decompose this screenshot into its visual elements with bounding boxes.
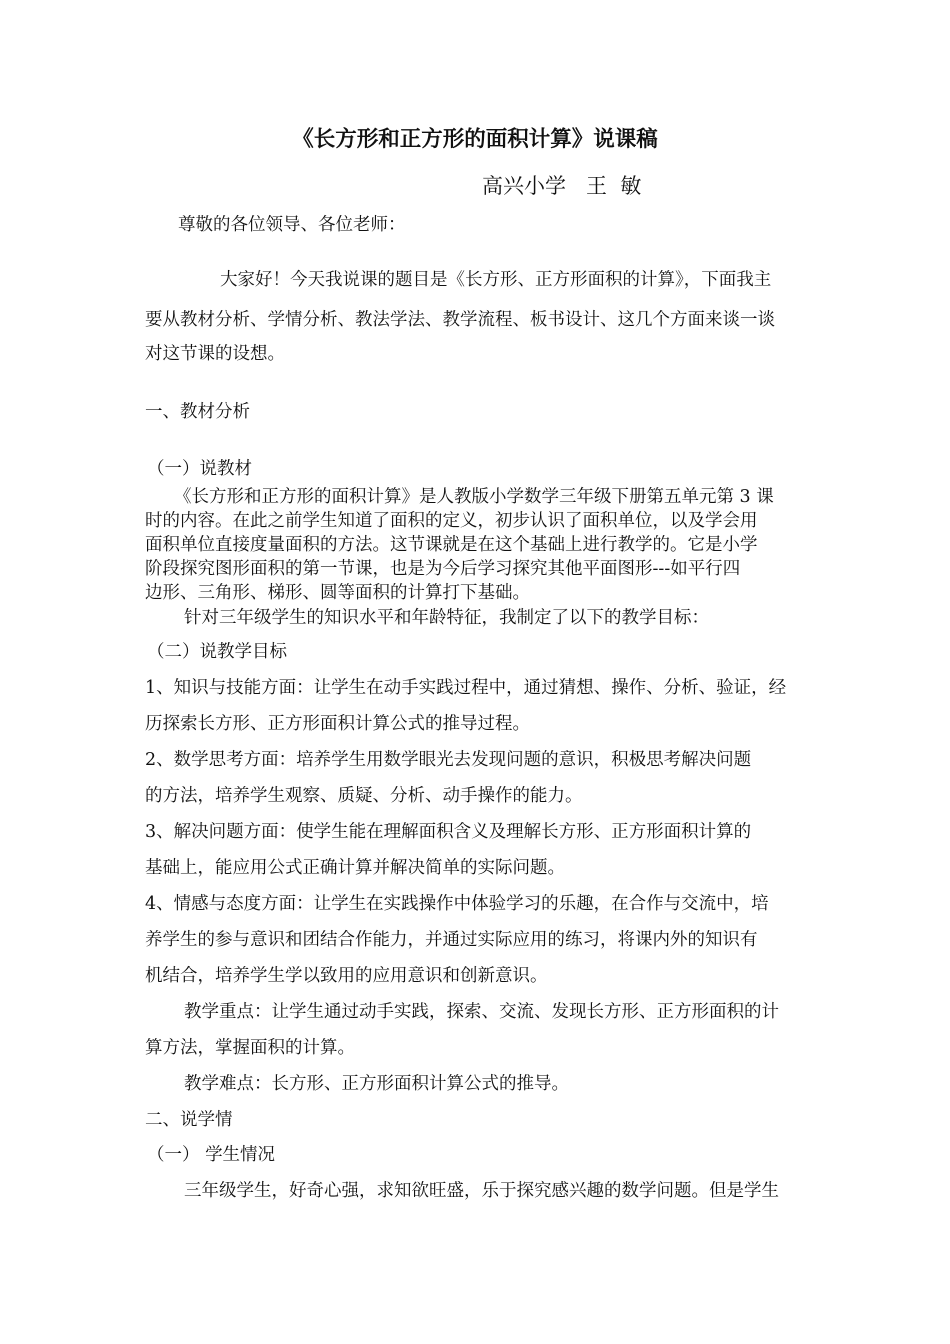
subsection-heading-3: （一） 学生情况 bbox=[147, 1145, 276, 1165]
para3: 三年级学生，好奇心强，求知欲旺盛，乐于探究感兴趣的数学问题。但是学生 bbox=[184, 1181, 779, 1201]
difficulty: 教学难点：长方形、正方形面积计算公式的推导。 bbox=[184, 1074, 569, 1094]
goal-4-line-3: 机结合，培养学生学以致用的应用意识和创新意识。 bbox=[145, 966, 548, 986]
intro-line-3: 对这节课的设想。 bbox=[145, 344, 285, 364]
document-title: 《长方形和正方形的面积计算》说课稿 bbox=[292, 127, 658, 152]
section-heading-2: 二、说学情 bbox=[145, 1110, 233, 1130]
intro-line-2: 要从教材分析、学情分析、教法学法、教学流程、板书设计、这几个方面来谈一谈 bbox=[145, 310, 775, 330]
para1-line-4: 阶段探究图形面积的第一节课，也是为今后学习探究其他平面图形---如平行四 bbox=[145, 559, 741, 579]
goal-3-line-1: 3、解决问题方面：使学生能在理解面积含义及理解长方形、正方形面积计算的 bbox=[145, 822, 752, 842]
keypoint-line-2: 算方法，掌握面积的计算。 bbox=[145, 1038, 355, 1058]
para1-line-5: 边形、三角形、梯形、圆等面积的计算打下基础。 bbox=[145, 583, 530, 603]
greeting: 尊敬的各位领导、各位老师： bbox=[178, 215, 406, 235]
goal-1-line-1: 1、知识与技能方面：让学生在动手实践过程中，通过猜想、操作、分析、验证，经 bbox=[145, 678, 787, 698]
para2: 针对三年级学生的知识水平和年龄特征，我制定了以下的教学目标： bbox=[184, 608, 709, 628]
goal-3-line-2: 基础上，能应用公式正确计算并解决简单的实际问题。 bbox=[145, 858, 565, 878]
intro-line-1: 大家好！今天我说课的题目是《长方形、正方形面积的计算》，下面我主 bbox=[220, 270, 772, 290]
goal-2-line-2: 的方法，培养学生观察、质疑、分析、动手操作的能力。 bbox=[145, 786, 583, 806]
goal-4-line-2: 养学生的参与意识和团结合作能力，并通过实际应用的练习，将课内外的知识有 bbox=[145, 930, 758, 950]
para1-line-2: 时的内容。在此之前学生知道了面积的定义，初步认识了面积单位，以及学会用 bbox=[145, 511, 758, 531]
goal-4-line-1: 4、情感与态度方面：让学生在实践操作中体验学习的乐趣，在合作与交流中，培 bbox=[145, 894, 769, 914]
keypoint-line-1: 教学重点：让学生通过动手实践，探索、交流、发现长方形、正方形面积的计 bbox=[184, 1002, 779, 1022]
goal-1-line-2: 历探索长方形、正方形面积计算公式的推导过程。 bbox=[145, 714, 530, 734]
para1-line-1: 《长方形和正方形的面积计算》是人教版小学数学三年级下册第五单元第 3 课 bbox=[174, 487, 774, 507]
section-heading-1: 一、教材分析 bbox=[145, 402, 250, 422]
para1-line-3: 面积单位直接度量面积的方法。这节课就是在这个基础上进行教学的。它是小学 bbox=[145, 535, 758, 555]
goal-2-line-1: 2、数学思考方面：培养学生用数学眼光去发现问题的意识，积极思考解决问题 bbox=[145, 750, 752, 770]
subsection-heading-2: （二）说教学目标 bbox=[147, 642, 287, 662]
subsection-heading-1: （一）说教材 bbox=[147, 459, 252, 479]
author-line: 高兴小学 王 敏 bbox=[482, 174, 642, 198]
